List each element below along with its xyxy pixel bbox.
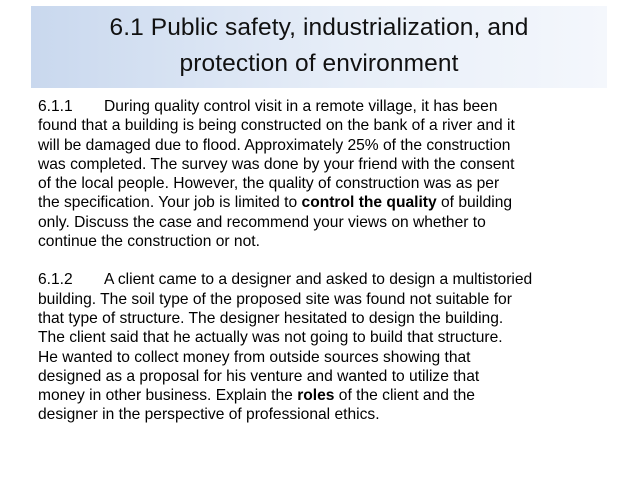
emphasis-text: roles	[297, 387, 335, 405]
slide-title-line-1: 6.1 Public safety, industrialization, and	[109, 14, 529, 41]
paragraph-6-1-1	[38, 97, 598, 251]
paragraph-line: He wanted to collect money from outside sources showing that	[38, 348, 471, 366]
slide-title	[31, 10, 607, 82]
paragraph-line: continue the construction or not.	[38, 233, 260, 251]
paragraph-line: building. The soil type of the proposed site was found not suitable for	[38, 290, 512, 308]
emphasis-text: control the quality	[301, 194, 437, 212]
paragraph-line: of the local people. However, the quality of construction was as per	[38, 175, 500, 193]
paragraph-text: of the client and the	[334, 387, 475, 405]
paragraph-line: A client came to a designer and asked to design a multistoried	[104, 271, 533, 289]
paragraph-line: will be damaged due to flood. Approximately 25% of the construction	[38, 136, 511, 154]
paragraph-text: the specification. Your job is limited to	[38, 194, 302, 212]
paragraph-line: designer in the perspective of professional ethics.	[38, 406, 380, 424]
paragraph-line: only. Discuss the case and recommend your views on whether to	[38, 213, 486, 231]
paragraph-line: that type of structure. The designer hesitated to design the building.	[38, 309, 504, 327]
paragraph-line: During quality control visit in a remote village, it has been	[104, 98, 498, 115]
slide-body	[38, 97, 598, 444]
paragraph-line: designed as a proposal for his venture and wanted to utilize that	[38, 367, 480, 385]
paragraph-number: 6.1.2	[38, 271, 73, 289]
paragraph-line: The client said that he actually was not going to build that structure.	[38, 329, 503, 347]
slide-title-line-2: protection of environment	[179, 50, 459, 77]
paragraph-line: was completed. The survey was done by your friend with the consent	[38, 155, 515, 173]
paragraph-text: money in other business. Explain the	[38, 387, 298, 405]
paragraph-6-1-2	[38, 270, 598, 424]
paragraph-text: of building	[436, 194, 513, 212]
paragraph-line: found that a building is being constructed on the bank of a river and it	[38, 117, 515, 135]
paragraph-number: 6.1.1	[38, 98, 73, 115]
